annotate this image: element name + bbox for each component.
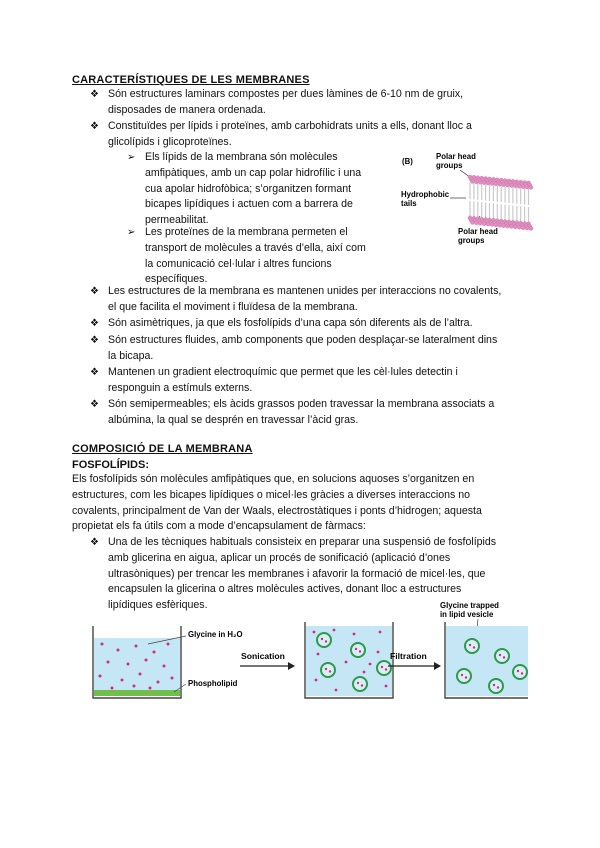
glycine-dot	[329, 670, 331, 672]
polar-head	[498, 182, 502, 186]
glycine-dot	[325, 668, 327, 670]
polar-head-bottom-label: Polar head	[458, 227, 498, 236]
diamond-bullet-icon: ❖	[90, 537, 99, 548]
glycine-dot	[133, 685, 136, 688]
beaker-filtered	[445, 622, 528, 698]
glycine-dot	[461, 674, 463, 676]
glycine-dot	[353, 633, 356, 636]
bullet-constituents	[108, 119, 472, 151]
text-line: Els fosfolípids són molècules amfipàtiques que, en solucions aquoses s’organitzen en	[72, 473, 475, 485]
polar-head	[513, 225, 517, 229]
glycine-dot	[321, 638, 323, 640]
panel-label: (B)	[402, 157, 413, 166]
glycine-dot	[111, 687, 114, 690]
phospholipid-label: Phospholipid	[188, 679, 238, 688]
subtitle-phospholipids: FOSFOLÍPIDS:	[72, 459, 149, 471]
polar-head	[474, 221, 478, 225]
text-line: Són semipermeables; els àcids grassos poden travessar la membrana associats a	[108, 398, 495, 410]
text-line: glicolípids i glicoproteïnes.	[108, 135, 232, 148]
beaker-vesicles	[305, 622, 393, 698]
polar-head	[478, 221, 482, 225]
text-line: lipídiques esfèriques.	[108, 599, 208, 612]
glycine-dot	[127, 663, 130, 666]
vesicle	[353, 677, 367, 691]
section-title-characteristics: CARACTERÍSTIQUES DE LES MEMBRANES	[72, 74, 310, 86]
glycine-dot	[333, 629, 336, 632]
text-line: específiques.	[145, 273, 208, 286]
glycine-dot	[361, 684, 363, 686]
polar-head	[486, 181, 490, 185]
diamond-bullet-icon: ❖	[90, 89, 99, 100]
polar-head	[525, 226, 529, 230]
diamond-bullet-icon: ❖	[90, 399, 99, 410]
glycine-dot	[497, 686, 499, 688]
vesicle	[351, 643, 365, 657]
text-line: estructures, com les bicapes lipídiques o micel·les gràcies a diverses interaccions no	[72, 488, 471, 501]
polar-head	[529, 226, 533, 230]
subbullet-proteins	[145, 225, 366, 288]
glycine-dot	[355, 648, 357, 650]
text-line: bicapes lipídiques i actuen com a barrera de	[145, 198, 353, 211]
text-line: Constituïdes per lípids i proteïnes, amb carbohidrats units a ells, donant lloc a	[108, 120, 472, 132]
polar-head	[509, 224, 513, 228]
arrowhead-icon	[434, 662, 441, 670]
polar-head	[505, 183, 509, 187]
glycine-dot	[153, 651, 156, 654]
glycine-dot	[135, 645, 138, 648]
polar-head	[470, 179, 474, 183]
polar-head	[494, 182, 498, 186]
polar-head	[490, 181, 494, 185]
text-line: Són estructures laminars compostes per dues làmines de 6-10 nm de gruix,	[108, 88, 464, 100]
text-line: covalents, principalment de Van der Waals, electrostàtiques i ponts d’hidrogen; aquesta	[72, 504, 482, 517]
text-line: la comunicació cel·lular i altres funcions	[145, 257, 332, 270]
glycine-dot	[121, 679, 124, 682]
text-line: amfipàtiques, amb un cap polar hidrofílic i una	[145, 166, 362, 179]
glycine-dot	[385, 685, 388, 688]
glycine-dot	[377, 651, 380, 654]
glycine-dot	[325, 640, 327, 642]
glycine-dot	[499, 654, 501, 656]
glycine-dot	[107, 661, 110, 664]
glycine-dot	[149, 687, 152, 690]
bullet-fluid	[108, 333, 497, 365]
polar-head	[474, 180, 478, 184]
text-line: ultrasòniques) per trencar les membranes i afavorir la formació de micel·les, que	[108, 567, 486, 580]
water	[446, 626, 528, 696]
glycine-dot	[99, 675, 102, 678]
text-line: el que facilita el moviment i fluïdesa de la membrana.	[108, 300, 358, 313]
diamond-bullet-icon: ❖	[90, 121, 99, 132]
polar-head	[498, 223, 502, 227]
trapped-label: in lipid vesicle	[440, 610, 494, 619]
glycine-dot	[145, 659, 148, 662]
glycine-dot	[163, 665, 166, 668]
glycine-dot	[465, 676, 467, 678]
polar-head	[521, 185, 525, 189]
text-line: Són estructures fluides, amb components que poden desplaçar-se lateralment dins	[108, 334, 498, 346]
glycine-dot	[101, 643, 104, 646]
glycine-dot	[157, 681, 160, 684]
polar-head	[502, 183, 506, 187]
glycine-dot	[473, 646, 475, 648]
hydrophobic-label: Hydrophobic	[401, 190, 450, 199]
glycine-dot	[469, 644, 471, 646]
vesicle	[513, 665, 527, 679]
text-line: Mantenen un gradient electroquímic que permet que les cèl·lules detectin i	[108, 366, 458, 378]
polar-head	[513, 184, 517, 188]
glycine-dot	[379, 631, 382, 634]
text-line: Són asimètriques, ja que els fosfolípids d’una capa són diferents als de l’altra.	[108, 317, 473, 329]
sonication-figure	[88, 602, 528, 704]
glycine-dot	[117, 649, 120, 652]
diamond-bullet-icon: ❖	[90, 318, 99, 329]
bullet-noncovalent	[108, 284, 501, 316]
polar-head	[486, 222, 490, 226]
glycine-dot	[315, 679, 318, 682]
polar-head-top-label: groups	[436, 161, 463, 170]
glycine-dot	[369, 663, 372, 666]
beaker-water-glycine	[93, 626, 181, 698]
polar-head	[521, 226, 525, 230]
arrowhead-icon	[288, 662, 295, 670]
vesicle	[377, 661, 391, 675]
diamond-bullet-icon: ❖	[90, 367, 99, 378]
vesicle	[321, 663, 335, 677]
polar-head	[470, 220, 474, 224]
polar-head	[478, 180, 482, 184]
polar-head	[517, 184, 521, 188]
glycine-dot	[313, 631, 316, 634]
section-title-composition: COMPOSICIÓ DE LA MEMBRANA	[72, 443, 253, 455]
polar-head	[509, 183, 513, 187]
glycine-dot	[171, 677, 174, 680]
vesicle	[317, 633, 331, 647]
phospholipid-layer	[94, 690, 180, 696]
polar-head	[482, 222, 486, 226]
vesicle	[457, 669, 471, 683]
bullet-semipermeable	[108, 397, 494, 429]
text-line: amb glicerina en aigua, aplicar un procés de sonificació (aplicació d’ones	[108, 551, 451, 564]
text-line: albúmina, la qual se desprén en travessar l’àcid gras.	[108, 413, 359, 426]
glycine-label: Glycine in H₂O	[188, 630, 243, 639]
glycine-dot	[363, 671, 366, 674]
hydrophobic-label: tails	[401, 199, 417, 208]
glycine-dot	[357, 682, 359, 684]
polar-head	[505, 224, 509, 228]
vesicle	[489, 679, 503, 693]
glycine-dot	[503, 656, 505, 658]
sonication-label: Sonication	[241, 651, 285, 661]
glycine-dot	[345, 661, 348, 664]
text-line: Les proteïnes de la membrana permeten el	[145, 226, 348, 238]
text-line: propietat els fa útils com a mode d’encapsulament de fàrmacs:	[72, 520, 366, 533]
glycine-dot	[335, 689, 338, 692]
polar-head	[502, 224, 506, 228]
text-line: la bicapa.	[108, 349, 154, 362]
glycine-dot	[385, 668, 387, 670]
text-line: permeabilitat.	[145, 214, 209, 227]
glycine-dot	[381, 666, 383, 668]
glycine-dot	[521, 672, 523, 674]
polar-head	[517, 225, 521, 229]
polar-head	[482, 181, 486, 185]
paragraph-phospholipids	[72, 472, 482, 535]
text-line: Una de les tècniques habituals consisteix en preparar una suspensió de fosfolípids	[108, 536, 497, 548]
filtration-label: Filtration	[390, 651, 427, 661]
glycine-dot	[517, 670, 519, 672]
polar-head	[490, 222, 494, 226]
glycine-dot	[493, 684, 495, 686]
bullet-asymmetric	[108, 316, 473, 332]
polar-head-top-label: Polar head	[436, 152, 476, 161]
trapped-label: Glycine trapped	[440, 602, 499, 610]
polar-head	[494, 223, 498, 227]
polar-head	[529, 185, 533, 189]
subbullet-lipids	[145, 150, 361, 229]
bullet-gradient	[108, 365, 458, 397]
text-line: Les estructures de la membrana es mantenen unides per interaccions no covalents,	[108, 285, 502, 297]
text-line: encapsulen la glicerina o altres molècules actives, donant lloc a estructures	[108, 583, 462, 596]
glycine-dot	[317, 653, 320, 656]
text-line: responguin a estímuls externs.	[108, 381, 253, 394]
glycine-dot	[359, 650, 361, 652]
glycine-dot	[167, 643, 170, 646]
text-line: disposades de manera ordenada.	[108, 103, 266, 116]
arrowhead-icon: ➢	[127, 227, 136, 238]
arrowhead-icon: ➢	[127, 152, 136, 163]
vesicle	[495, 649, 509, 663]
text-line: cua apolar hidrofòbica; s’organitzen formant	[145, 182, 352, 195]
polar-head-bottom-label: groups	[458, 236, 485, 245]
lipid-bilayer	[468, 175, 533, 231]
text-line: transport de molècules a través d’ella, així com	[145, 241, 366, 254]
diamond-bullet-icon: ❖	[90, 335, 99, 346]
glycine-dot	[139, 673, 142, 676]
vesicle	[465, 639, 479, 653]
bilayer-figure	[398, 150, 538, 250]
bullet-lamellar	[108, 87, 463, 119]
text-line: Els lípids de la membrana són molècules	[145, 151, 338, 163]
diamond-bullet-icon: ❖	[90, 286, 99, 297]
polar-head	[525, 185, 529, 189]
